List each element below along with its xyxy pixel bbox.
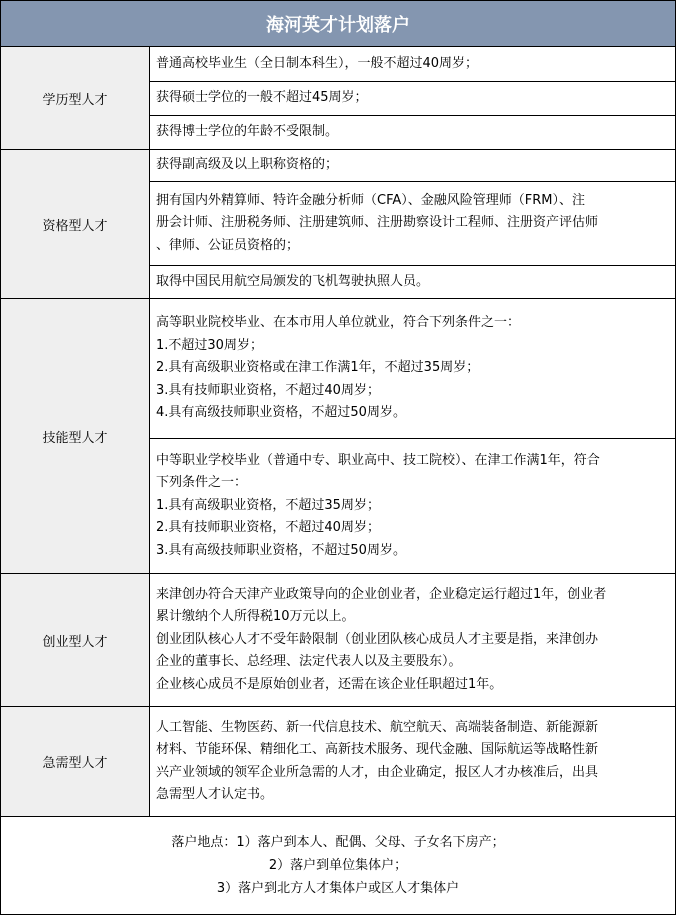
- category-entrepreneur-label: 创业型人才: [0, 574, 150, 707]
- cell-text: 来津创办符合天津产业政策导向的企业创业者，企业稳定运行超过1年，创业者: [156, 586, 607, 602]
- cell-text: 册会计师、注册税务师、注册建筑师、注册勘察设计工程师、注册资产评估师: [156, 215, 599, 231]
- qualification-item-3: [149, 266, 676, 299]
- skill-item-2: [149, 439, 676, 574]
- cell-text: 兴产业领域的领军企业所急需的人才，由企业确定，报区人才办核准后，出具: [156, 764, 599, 780]
- cell-text: 下列条件之一：: [156, 475, 248, 491]
- category-urgent-label: 急需型人才: [0, 707, 150, 817]
- category-qualification-label: 资格型人才: [0, 150, 150, 299]
- education-item-3: [149, 116, 676, 150]
- cell-text: 普通高校毕业生（全日制本科生），一般不超过40周岁；: [156, 55, 479, 71]
- cell-text: 人工智能、生物医药、新一代信息技术、航空航天、高端装备制造、新能源新: [156, 719, 599, 735]
- cell-text: 高等职业院校毕业、在本市用人单位就业，符合下列条件之一：: [156, 315, 521, 331]
- table-title: 海河英才计划落户: [0, 0, 676, 47]
- footer-line-2: 2）落户到单位集体户；: [268, 858, 408, 873]
- footer-line-3: 3）落户到北方人才集体户或区人才集体户: [216, 881, 460, 896]
- cell-text: 取得中国民用航空局颁发的飞机驾驶执照人员。: [156, 273, 430, 289]
- cell-text: 累计缴纳个人所得税10万元以上。: [156, 609, 355, 625]
- cell-text: 2.具有高级职业资格或在津工作满1年，不超过35周岁；: [156, 360, 480, 376]
- category-education-label: 学历型人才: [0, 47, 150, 150]
- settlement-location-notes: [0, 817, 676, 915]
- skill-item-1: [149, 299, 676, 439]
- cell-text: 4.具有高级技师职业资格，不超过50周岁。: [156, 405, 406, 421]
- qualification-item-2: [149, 182, 676, 266]
- entrepreneur-item-1: [149, 574, 676, 707]
- cell-text: 企业的董事长、总经理、法定代表人以及主要股东）。: [156, 654, 462, 670]
- cell-text: 3.具有技师职业资格，不超过40周岁；: [156, 382, 380, 398]
- cell-text: 、律师、公证员资格的；: [156, 237, 300, 253]
- cell-text: 急需型人才认定书。: [156, 787, 274, 802]
- cell-text: 3.具有高级技师职业资格，不超过50周岁。: [156, 542, 406, 558]
- qualification-item-1: [149, 150, 676, 182]
- cell-text: 创业团队核心人才不受年龄限制（创业团队核心成员人才主要是指，来津创办: [156, 631, 599, 647]
- cell-text: 拥有国内外精算师、特许金融分析师（CFA）、金融风险管理师（FRM）、注: [156, 192, 585, 208]
- cell-text: 2.具有技师职业资格，不超过40周岁；: [156, 520, 380, 536]
- category-skill-label: 技能型人才: [0, 299, 150, 574]
- cell-text: 中等职业学校毕业（普通中专、职业高中、技工院校）、在津工作满1年，符合: [156, 452, 600, 468]
- education-item-2: [149, 82, 676, 116]
- cell-text: 1.具有高级职业资格，不超过35周岁；: [156, 497, 380, 513]
- cell-text: 企业核心成员不是原始创业者，还需在该企业任职超过1年。: [156, 676, 503, 692]
- cell-text: 获得副高级及以上职称资格的；: [156, 157, 339, 173]
- urgent-item-1: [149, 707, 676, 817]
- footer-line-1: 落户地点：1）落户到本人、配偶、父母、子女名下房产；: [171, 835, 505, 850]
- cell-text: 获得硕士学位的一般不超过45周岁；: [156, 90, 368, 106]
- cell-text: 获得博士学位的年龄不受限制。: [156, 124, 339, 140]
- cell-text: 1.不超过30周岁；: [156, 337, 263, 353]
- cell-text: 材料、节能环保、精细化工、高新技术服务、现代金融、国际航运等战略性新: [156, 742, 599, 757]
- education-item-1: [149, 47, 676, 82]
